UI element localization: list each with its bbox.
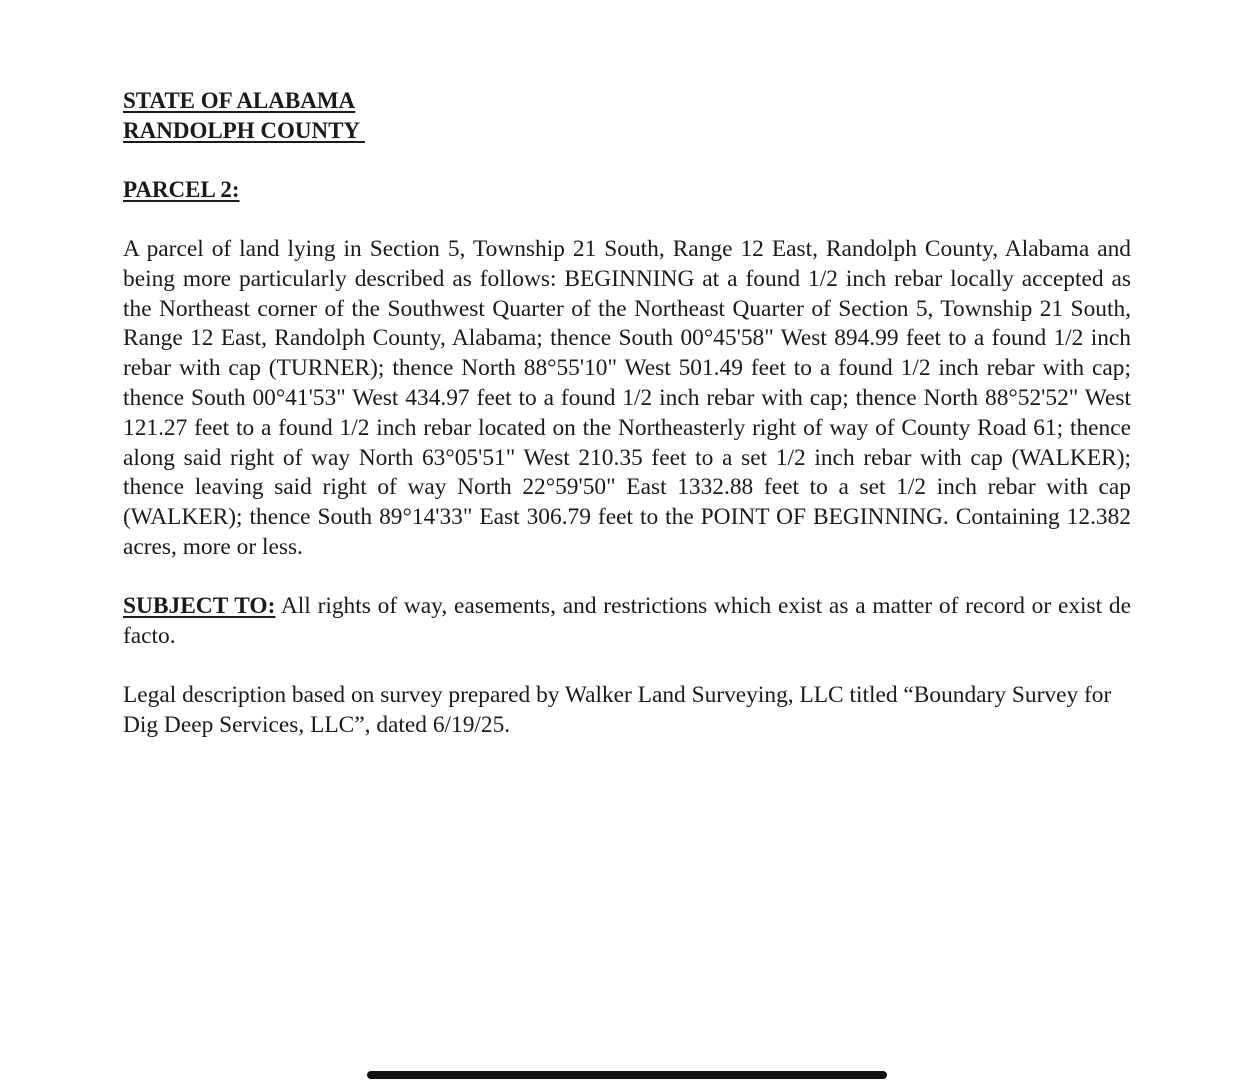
subject-to-paragraph [123, 592, 1131, 652]
county-heading: RANDOLPH COUNTY [123, 118, 365, 143]
parcel-title: PARCEL 2: [123, 177, 240, 202]
home-indicator-bar[interactable] [367, 1071, 887, 1079]
subject-to-text: All rights of way, easements, and restrictions which exist as a matter of record or exist de facto. [123, 592, 1131, 649]
legal-description-paragraph: A parcel of land lying in Section 5, Township 21 South, Range 12 East, Randolph County, Alabama and being more particularly described as follows: BEGINNING at a found 1/2 inch rebar locally accepted as the Northeast corner of the Southwest Quarter of the Northeast Quarter of Section 5, Township 21 South, Range 12 East, Randolph County, Alabama; thence South 00°45'58" West 894.99 feet to a found 1/2 inch rebar with cap (TURNER); thence North 88°55'10" West 501.49 feet to a found 1/2 inch rebar with cap; thence South 00°41'53" West 434.97 feet to a found 1/2 inch rebar with cap; thence North 88°52'52" West 121.27 feet to a found 1/2 inch rebar located on the Northeasterly right of way of County Road 61; thence along said right of way North 63°05'51" West 210.35 feet to a set 1/2 inch rebar with cap (WALKER); thence leaving said right of way North 22°59'50" East 1332.88 feet to a set 1/2 inch rebar with cap (WALKER); thence South 89°14'33" East 306.79 feet to the POINT OF BEGINNING. Containing 12.382 acres, more or less. [123, 236, 1131, 560]
survey-note-paragraph: Legal description based on survey prepared by Walker Land Surveying, LLC titled “Boundary Survey for Dig Deep Services, LLC”, dated 6/19/25. [123, 682, 1112, 739]
subject-to-label: SUBJECT TO: [123, 592, 276, 619]
state-heading: STATE OF ALABAMA [123, 88, 356, 113]
document-page [123, 86, 1131, 741]
